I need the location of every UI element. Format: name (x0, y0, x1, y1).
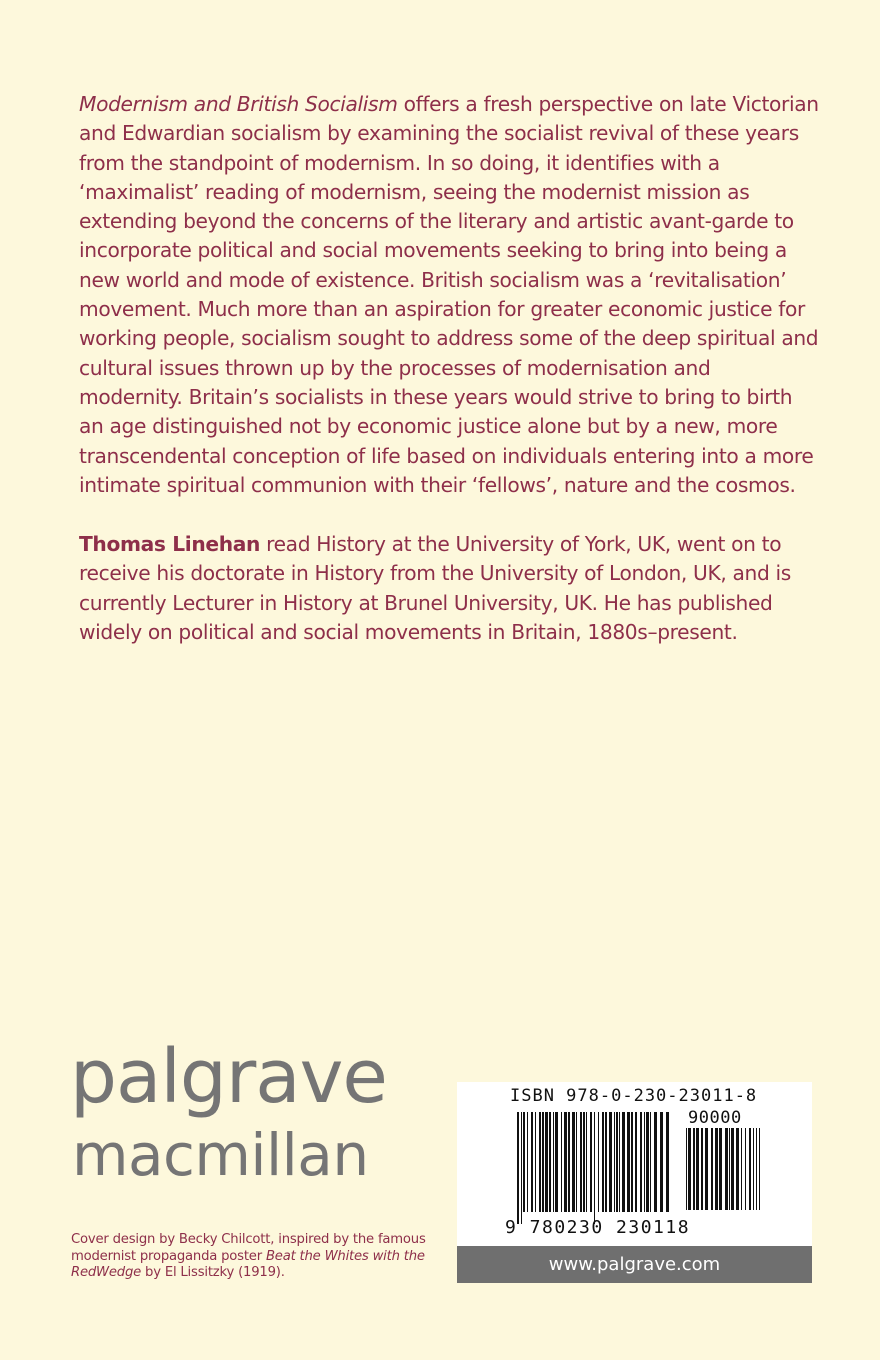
barcode-bar (527, 1112, 528, 1212)
barcode-bar (555, 1112, 558, 1212)
barcode-bar (602, 1112, 604, 1212)
barcode-bar (729, 1128, 730, 1210)
addon-barcode (686, 1128, 762, 1222)
barcode-bar (609, 1112, 612, 1212)
barcode-bar (619, 1112, 620, 1212)
ean-digits: 9 780230 230118 (505, 1217, 691, 1238)
barcode-bar (753, 1128, 754, 1210)
bio-text: read History at the University of York, UK, went on to receive his doctorate in History from the University of London, UK, and is currently Lecturer in History at Brunel University, UK. He has published widely on political and social movements in Britain, 1880s–present. (79, 532, 791, 644)
credit-text-2: by El Lissitzky (1919). (141, 1265, 285, 1280)
barcode-bar (640, 1112, 642, 1212)
barcode-bar (693, 1128, 695, 1210)
barcode-bar (719, 1128, 722, 1210)
barcode-bar (590, 1112, 592, 1212)
barcode-bar (627, 1112, 630, 1212)
barcode-bar (654, 1112, 657, 1212)
barcode-bar (756, 1128, 757, 1210)
barcode-bar (705, 1128, 708, 1210)
barcode-bar (616, 1112, 618, 1212)
barcode-bar (594, 1112, 595, 1224)
barcode-bar (521, 1112, 522, 1224)
barcode-bar (660, 1112, 663, 1212)
barcode-bar (686, 1128, 687, 1210)
book-description (79, 90, 819, 500)
logo-line-macmillan: macmillan (72, 1121, 369, 1189)
barcode-bar (646, 1112, 649, 1212)
barcode-bar (731, 1128, 734, 1210)
barcode-bar (523, 1112, 525, 1212)
barcode-bar (531, 1112, 533, 1212)
barcode-bar (701, 1128, 703, 1210)
barcode-bar (535, 1112, 536, 1212)
barcode-bar (561, 1112, 562, 1212)
book-title: Modernism and British Socialism (79, 92, 398, 116)
barcode-bar (586, 1112, 587, 1212)
logo-line-palgrave: palgrave (70, 1034, 387, 1120)
barcode-bar (622, 1112, 625, 1212)
cover-credit (71, 1232, 451, 1282)
publisher-logo (70, 1034, 387, 1189)
barcode-bar (741, 1128, 742, 1210)
website-link[interactable]: www.palgrave.com (457, 1246, 812, 1283)
author-name: Thomas Linehan (79, 532, 261, 556)
barcode-bar (725, 1128, 728, 1210)
barcode-bar (736, 1128, 739, 1210)
barcode-bar (605, 1112, 607, 1212)
barcode-bar (759, 1128, 760, 1210)
barcode-bar (598, 1112, 599, 1212)
barcode-bar (711, 1128, 713, 1210)
barcode-bar (749, 1128, 751, 1210)
price-code: 90000 (688, 1108, 742, 1128)
barcode-bar (666, 1112, 669, 1212)
barcode-bar (517, 1112, 519, 1224)
barcode-bar (564, 1112, 567, 1212)
barcode-bar (572, 1112, 575, 1212)
barcode-bar (688, 1128, 691, 1210)
isbn-label: ISBN 978-0-230-23011-8 (510, 1086, 758, 1106)
credit-text-1: Cover design by Becky Chilcott, inspired by the famous modernist propaganda poster (71, 1232, 426, 1264)
barcode-bar (614, 1112, 615, 1212)
barcode-bar (715, 1128, 718, 1210)
barcode-bar (545, 1112, 548, 1212)
barcode-bar (542, 1112, 544, 1212)
ean-barcode (517, 1112, 673, 1224)
barcode-bar (631, 1112, 633, 1212)
barcode-bar (583, 1112, 585, 1212)
barcode-bar (696, 1128, 699, 1210)
barcode-bar (568, 1112, 570, 1212)
poster-title: Beat the Whites with the RedWedge (71, 1248, 425, 1280)
author-bio (79, 530, 819, 647)
barcode-bar (553, 1112, 554, 1212)
barcode-bar (650, 1112, 651, 1212)
barcode-bar (576, 1112, 577, 1212)
barcode-bar (549, 1112, 551, 1212)
barcode-bar (644, 1112, 645, 1212)
barcode-bar (580, 1112, 582, 1212)
description-text: offers a fresh perspective on late Victorian and Edwardian socialism by examining the socialist revival of these years from the standpoint of modernism. In so doing, it identifies with a ‘maximalist’ reading of modernism, seeing the modernist mission as extending beyond the concerns of the literary and artistic avant-garde to incorporate political and social movements seeking to bring into being a new world and mode of existence. British socialism was a ‘revitalisation’ movement. Much more than an aspiration for greater economic justice for working people, socialism sought to address some of the deep spiritual and cultural issues thrown up by the processes of modernisation and modernity. Britain’s socialists in these years would strive to bring to birth an age distinguished not by economic justice alone but by a new, more transcendental conception of life based on individuals entering into a more intimate spiritual communion with their ‘fellows’, nature and the cosmos. (79, 92, 819, 497)
barcode-bar (745, 1128, 746, 1210)
barcode-bar (539, 1112, 541, 1212)
barcode-bar (635, 1112, 637, 1212)
